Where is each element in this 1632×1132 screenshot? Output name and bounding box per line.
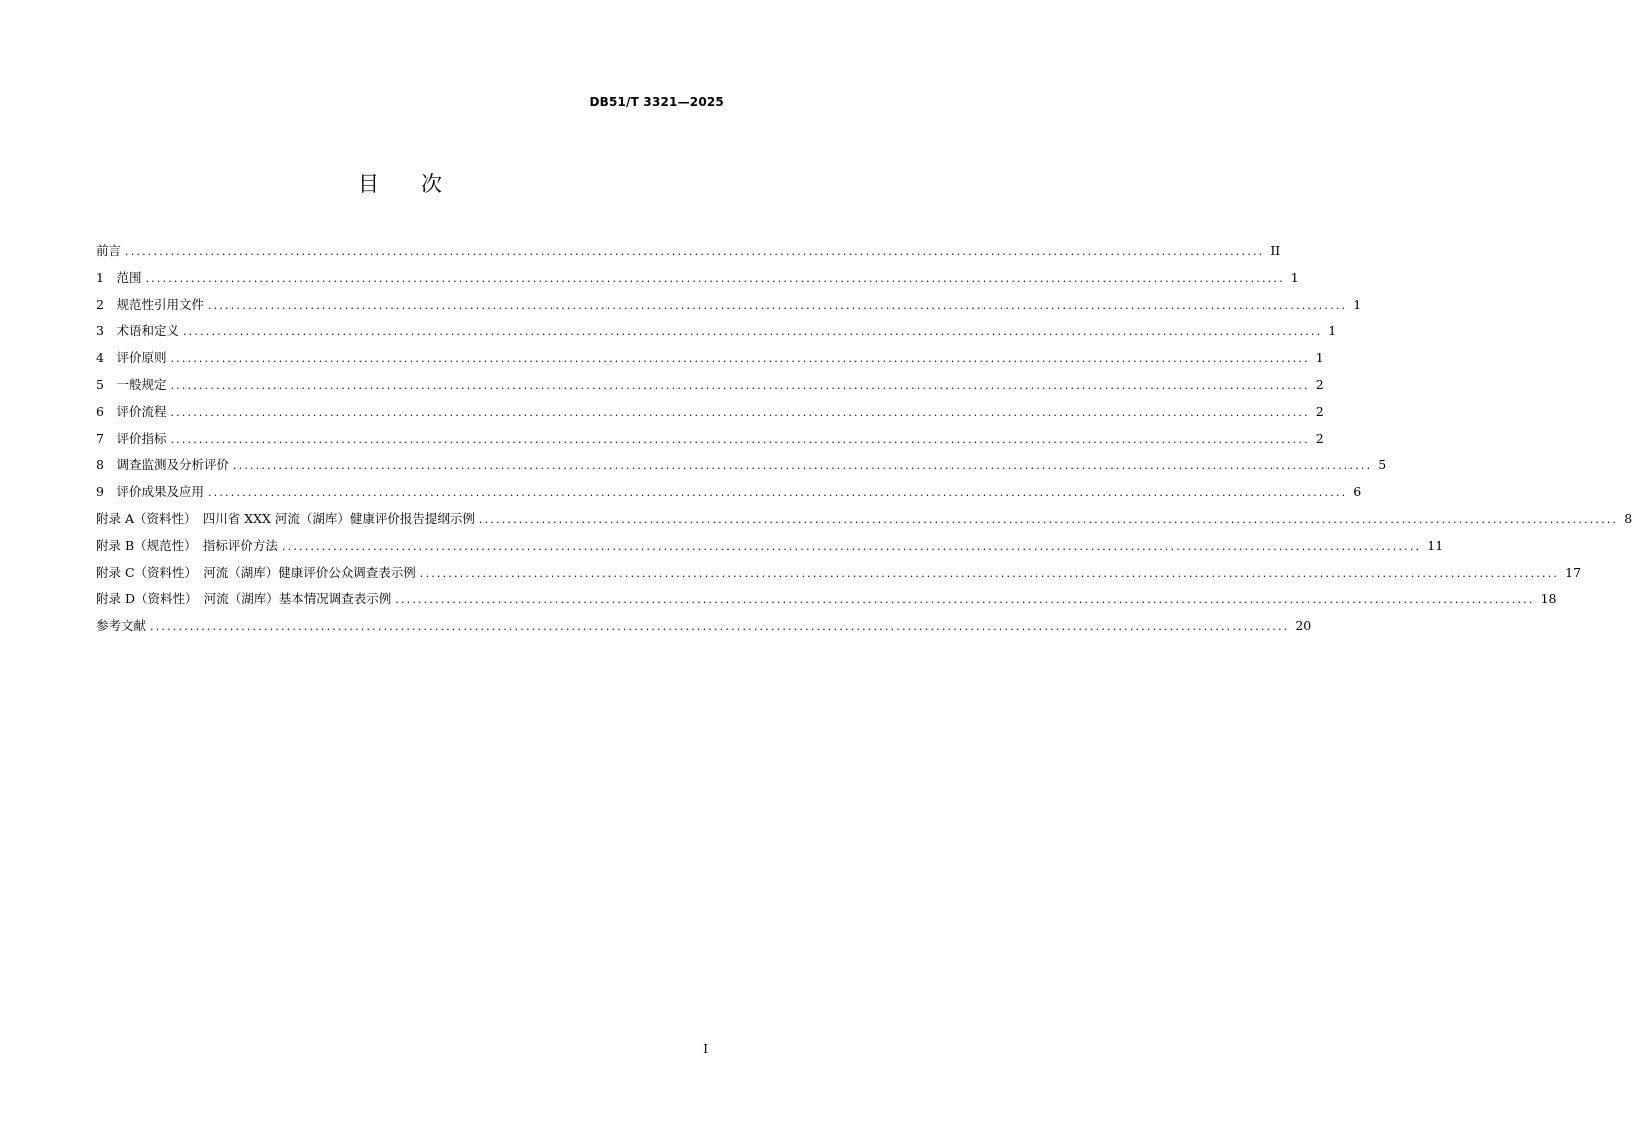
toc-leader-dots: ........................................................................................................................................................................................................ — [182, 325, 1323, 339]
toc-leader-dots: ........................................................................................................................................................................................................ — [170, 352, 1310, 366]
toc-entry-page: 6 — [1353, 484, 1362, 500]
toc-leader-dots: ........................................................................................................................................................................................................ — [150, 620, 1290, 634]
toc-leader-dots: ........................................................................................................................................................................................................ — [395, 593, 1535, 607]
toc-entry-label: 7 评价指标 — [96, 430, 167, 446]
toc-entry[interactable] — [96, 509, 1632, 536]
toc-entry-label: 前言 — [96, 243, 122, 258]
toc-entry-page: 5 — [1378, 457, 1387, 473]
toc-leader-dots: ........................................................................................................................................................................................................ — [170, 405, 1310, 419]
toc-entry-label: 2 规范性引用文件 — [96, 296, 204, 312]
toc-entry-label: 5 一般规定 — [96, 376, 167, 392]
toc-entry[interactable] — [96, 616, 1312, 643]
toc-entry[interactable] — [96, 563, 1582, 590]
toc-entry-label: 附录 B（规范性） 指标评价方法 — [96, 537, 278, 553]
toc-entry[interactable] — [96, 589, 1557, 616]
toc-entry-page: 17 — [1565, 564, 1582, 580]
toc-entry-page: 2 — [1315, 376, 1324, 392]
toc-leader-dots: ........................................................................................................................................................................................................ — [232, 459, 1373, 473]
toc-entry-page: 11 — [1427, 537, 1444, 553]
toc-entry-page: II — [1270, 243, 1281, 258]
toc-leader-dots: ........................................................................................................................................................................................................ — [419, 566, 1560, 580]
toc-entry[interactable] — [96, 402, 1324, 429]
toc-entry[interactable] — [96, 321, 1337, 348]
toc-entry-page: 1 — [1328, 323, 1337, 339]
toc-leader-dots: ........................................................................................................................................................................................................ — [145, 271, 1285, 285]
toc-leader-dots: ........................................................................................................................................................................................................ — [207, 298, 1348, 312]
toc-entry-label: 附录 D（资料性） 河流（湖库）基本情况调查表示例 — [96, 591, 392, 607]
toc-entry-label: 9 评价成果及应用 — [96, 484, 204, 500]
toc-entry-label: 参考文献 — [96, 618, 147, 634]
toc-entry-page: 1 — [1290, 269, 1299, 285]
toc-entry[interactable] — [96, 455, 1387, 482]
toc-entry-label: 8 调查监测及分析评价 — [96, 457, 229, 473]
toc-title: 目次 — [358, 172, 484, 196]
page-number: I — [703, 1042, 708, 1056]
toc-entry-page: 8 — [1624, 510, 1632, 526]
toc-entry-page: 1 — [1353, 296, 1362, 312]
toc-entry[interactable] — [96, 429, 1324, 456]
toc-entry-label: 3 术语和定义 — [96, 323, 179, 339]
table-of-contents — [96, 241, 1632, 643]
toc-entry-page: 2 — [1315, 430, 1324, 446]
toc-entry[interactable] — [96, 348, 1324, 375]
toc-leader-dots: ........................................................................................................................................................................................................ — [170, 432, 1310, 446]
document-code: DB51/T 3321—2025 — [589, 95, 724, 109]
toc-entry[interactable] — [96, 241, 1281, 268]
toc-entry-page: 18 — [1540, 591, 1557, 607]
toc-entry-page: 2 — [1315, 403, 1324, 419]
toc-leader-dots: ........................................................................................................................................................................................................ — [478, 512, 1619, 526]
toc-entry-label: 6 评价流程 — [96, 403, 167, 419]
toc-entry-label: 附录 A（资料性） 四川省 XXX 河流（湖库）健康评价报告提纲示例 — [96, 510, 475, 526]
toc-leader-dots: ........................................................................................................................................................................................................ — [207, 486, 1348, 500]
toc-entry[interactable] — [96, 268, 1299, 295]
toc-entry-page: 20 — [1295, 618, 1312, 634]
toc-leader-dots: ........................................................................................................................................................................................................ — [170, 378, 1310, 392]
toc-entry-label: 附录 C（资料性） 河流（湖库）健康评价公众调查表示例 — [96, 564, 416, 580]
toc-leader-dots: ........................................................................................................................................................................................................ — [281, 539, 1422, 553]
toc-leader-dots: ........................................................................................................................................................................................................ — [125, 245, 1265, 258]
toc-entry-label: 1 范围 — [96, 269, 142, 285]
toc-entry[interactable] — [96, 482, 1362, 509]
toc-entry[interactable] — [96, 536, 1444, 563]
toc-entry[interactable] — [96, 375, 1324, 402]
toc-entry-label: 4 评价原则 — [96, 350, 167, 366]
toc-entry[interactable] — [96, 295, 1362, 322]
toc-entry-page: 1 — [1315, 350, 1324, 366]
